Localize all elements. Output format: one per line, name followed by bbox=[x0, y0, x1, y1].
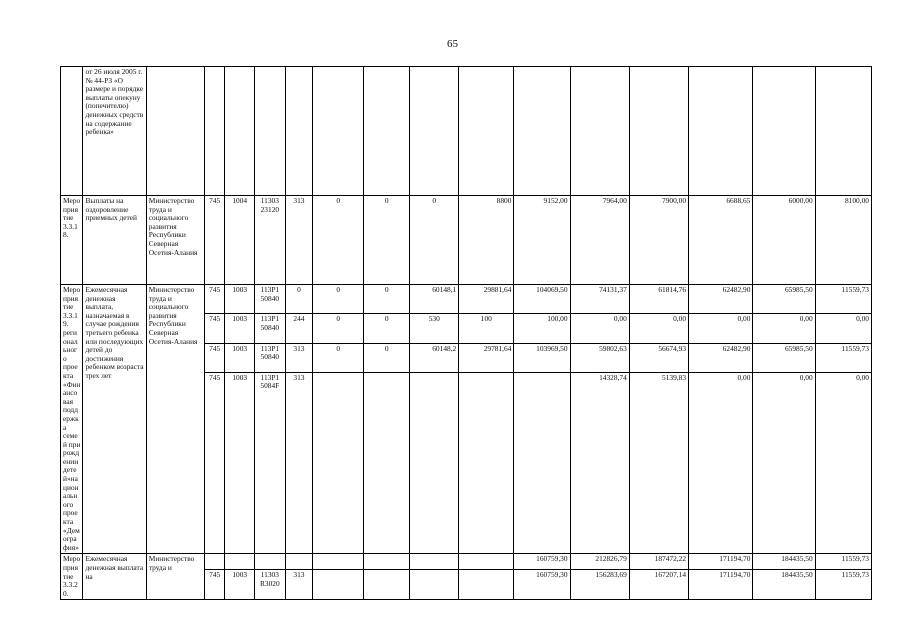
value-cell: 0,00 bbox=[753, 372, 815, 554]
code-cell: 313 bbox=[285, 343, 313, 372]
value-cell: 6000,00 bbox=[753, 196, 815, 285]
value-cell bbox=[753, 67, 815, 196]
value-cell bbox=[514, 372, 570, 554]
value-cell: 0 bbox=[364, 343, 410, 372]
value-cell: 0,00 bbox=[629, 314, 688, 343]
value-cell: 65985,50 bbox=[753, 285, 815, 314]
code-cell: 745 bbox=[205, 372, 225, 554]
name-cell: Ежемесячная денежная выплата на bbox=[83, 554, 146, 600]
value-cell: 5139,83 bbox=[629, 372, 688, 554]
table-row bbox=[61, 554, 872, 570]
code-cell bbox=[255, 554, 286, 570]
code-cell: 745 bbox=[205, 343, 225, 372]
executor-cell bbox=[146, 67, 204, 196]
value-cell: 29881,64 bbox=[459, 285, 514, 314]
code-cell: 1003 bbox=[225, 343, 255, 372]
code-cell: 745 bbox=[205, 196, 225, 285]
code-cell bbox=[225, 67, 255, 196]
value-cell: 167207,14 bbox=[629, 570, 688, 600]
code-cell: 11303 23120 bbox=[255, 196, 286, 285]
value-cell bbox=[313, 372, 364, 554]
value-cell bbox=[629, 67, 688, 196]
name-cell: Выплаты на оздоровление приемных детей bbox=[83, 196, 146, 285]
value-cell: 0 bbox=[410, 196, 459, 285]
value-cell: 212826,79 bbox=[570, 554, 629, 570]
value-cell: 171194,70 bbox=[689, 570, 753, 600]
value-cell bbox=[313, 554, 364, 570]
value-cell: 0 bbox=[313, 343, 364, 372]
value-cell: 8100,00 bbox=[815, 196, 871, 285]
code-cell: 1004 bbox=[225, 196, 255, 285]
code-cell: 1003 bbox=[225, 372, 255, 554]
value-cell: 103969,50 bbox=[514, 343, 570, 372]
value-cell: 160759,30 bbox=[514, 570, 570, 600]
measure-cell: Мероприятие 3.3.20. bbox=[61, 554, 83, 600]
value-cell: 156283,69 bbox=[570, 570, 629, 600]
code-cell: 11303 R3020 bbox=[255, 570, 286, 600]
value-cell bbox=[410, 570, 459, 600]
value-cell: 0,00 bbox=[570, 314, 629, 343]
value-cell: 60148,1 bbox=[410, 285, 459, 314]
value-cell: 62482,90 bbox=[689, 285, 753, 314]
code-cell: 244 bbox=[285, 314, 313, 343]
value-cell: 29781,64 bbox=[459, 343, 514, 372]
value-cell: 0 bbox=[313, 196, 364, 285]
code-cell bbox=[285, 67, 313, 196]
value-cell: 0 bbox=[313, 285, 364, 314]
code-cell: 113Р1 50840 bbox=[255, 285, 286, 314]
measure-cell bbox=[61, 67, 83, 196]
value-cell: 100,00 bbox=[514, 314, 570, 343]
code-cell bbox=[205, 554, 225, 570]
value-cell: 11559,73 bbox=[815, 570, 871, 600]
budget-table bbox=[60, 66, 872, 600]
value-cell: 11559,73 bbox=[815, 554, 871, 570]
value-cell: 184435,50 bbox=[753, 554, 815, 570]
code-cell: 313 bbox=[285, 372, 313, 554]
value-cell: 62482,90 bbox=[689, 343, 753, 372]
code-cell bbox=[225, 554, 255, 570]
value-cell: 56674,93 bbox=[629, 343, 688, 372]
value-cell: 11559,73 bbox=[815, 285, 871, 314]
value-cell bbox=[313, 570, 364, 600]
code-cell: 1003 bbox=[225, 570, 255, 600]
value-cell bbox=[459, 372, 514, 554]
value-cell: 0 bbox=[364, 285, 410, 314]
value-cell bbox=[459, 554, 514, 570]
table-row bbox=[61, 67, 872, 196]
table-row bbox=[61, 196, 872, 285]
executor-cell: Министерство труда и социального развития Республики Северная Осетия-Алания bbox=[146, 285, 204, 554]
code-cell: 0 bbox=[285, 285, 313, 314]
executor-cell: Министерство труда и bbox=[146, 554, 204, 600]
name-cell: Ежемесячная денежная выплата, назначаемая в случае рождения третьего ребенка или последующих детей до достижения ребенком возраста трех лет bbox=[83, 285, 146, 554]
value-cell: 61814,76 bbox=[629, 285, 688, 314]
value-cell: 160759,30 bbox=[514, 554, 570, 570]
value-cell: 60148,2 bbox=[410, 343, 459, 372]
code-cell bbox=[255, 67, 286, 196]
value-cell: 9152,00 bbox=[514, 196, 570, 285]
value-cell: 100 bbox=[459, 314, 514, 343]
value-cell bbox=[410, 372, 459, 554]
name-cell: от 26 июля 2005 г. № 44-РЗ «О размере и порядке выплаты опекуну (попечителю) денежных средств на содержание ребенка» bbox=[83, 67, 146, 196]
table-row bbox=[61, 285, 872, 314]
value-cell bbox=[364, 372, 410, 554]
value-cell: 104069,50 bbox=[514, 285, 570, 314]
value-cell bbox=[459, 67, 514, 196]
measure-cell: Мероприятие 3.3.19. регионального проекта «Финансовая поддержка семей при рождении детей»национального проекта «Демография» bbox=[61, 285, 83, 554]
code-cell: 113Р1 50840 bbox=[255, 343, 286, 372]
value-cell bbox=[514, 67, 570, 196]
value-cell: 0 bbox=[313, 314, 364, 343]
value-cell: 0,00 bbox=[815, 372, 871, 554]
value-cell bbox=[364, 67, 410, 196]
code-cell: 745 bbox=[205, 314, 225, 343]
value-cell: 0,00 bbox=[753, 314, 815, 343]
value-cell bbox=[313, 67, 364, 196]
value-cell: 187472,22 bbox=[629, 554, 688, 570]
code-cell: 745 bbox=[205, 570, 225, 600]
value-cell bbox=[689, 67, 753, 196]
value-cell: 8800 bbox=[459, 196, 514, 285]
value-cell: 0,00 bbox=[815, 314, 871, 343]
page-number: 65 bbox=[447, 38, 458, 50]
value-cell bbox=[410, 554, 459, 570]
value-cell: 0,00 bbox=[689, 372, 753, 554]
code-cell bbox=[285, 554, 313, 570]
value-cell: 7964,00 bbox=[570, 196, 629, 285]
measure-cell: Мероприятие 3.3.18. bbox=[61, 196, 83, 285]
value-cell: 171194,70 bbox=[689, 554, 753, 570]
value-cell: 11559,73 bbox=[815, 343, 871, 372]
code-cell: 745 bbox=[205, 285, 225, 314]
value-cell: 0,00 bbox=[689, 314, 753, 343]
value-cell bbox=[364, 570, 410, 600]
value-cell bbox=[410, 67, 459, 196]
executor-cell: Министерство труда и социального развития Республики Северная Осетия-Алания bbox=[146, 196, 204, 285]
value-cell: 0 bbox=[364, 314, 410, 343]
code-cell: 313 bbox=[285, 196, 313, 285]
value-cell: 184435,50 bbox=[753, 570, 815, 600]
value-cell bbox=[570, 67, 629, 196]
code-cell: 113Р1 50840 bbox=[255, 314, 286, 343]
value-cell bbox=[459, 570, 514, 600]
value-cell: 0 bbox=[364, 196, 410, 285]
code-cell: 313 bbox=[285, 570, 313, 600]
code-cell: 113Р1 5084F bbox=[255, 372, 286, 554]
value-cell: 530 bbox=[410, 314, 459, 343]
value-cell bbox=[815, 67, 871, 196]
code-cell bbox=[205, 67, 225, 196]
code-cell: 1003 bbox=[225, 314, 255, 343]
value-cell: 65985,50 bbox=[753, 343, 815, 372]
value-cell: 14328,74 bbox=[570, 372, 629, 554]
value-cell bbox=[364, 554, 410, 570]
value-cell: 59802,63 bbox=[570, 343, 629, 372]
code-cell: 1003 bbox=[225, 285, 255, 314]
value-cell: 74131,37 bbox=[570, 285, 629, 314]
value-cell: 6688,65 bbox=[689, 196, 753, 285]
value-cell: 7900,00 bbox=[629, 196, 688, 285]
